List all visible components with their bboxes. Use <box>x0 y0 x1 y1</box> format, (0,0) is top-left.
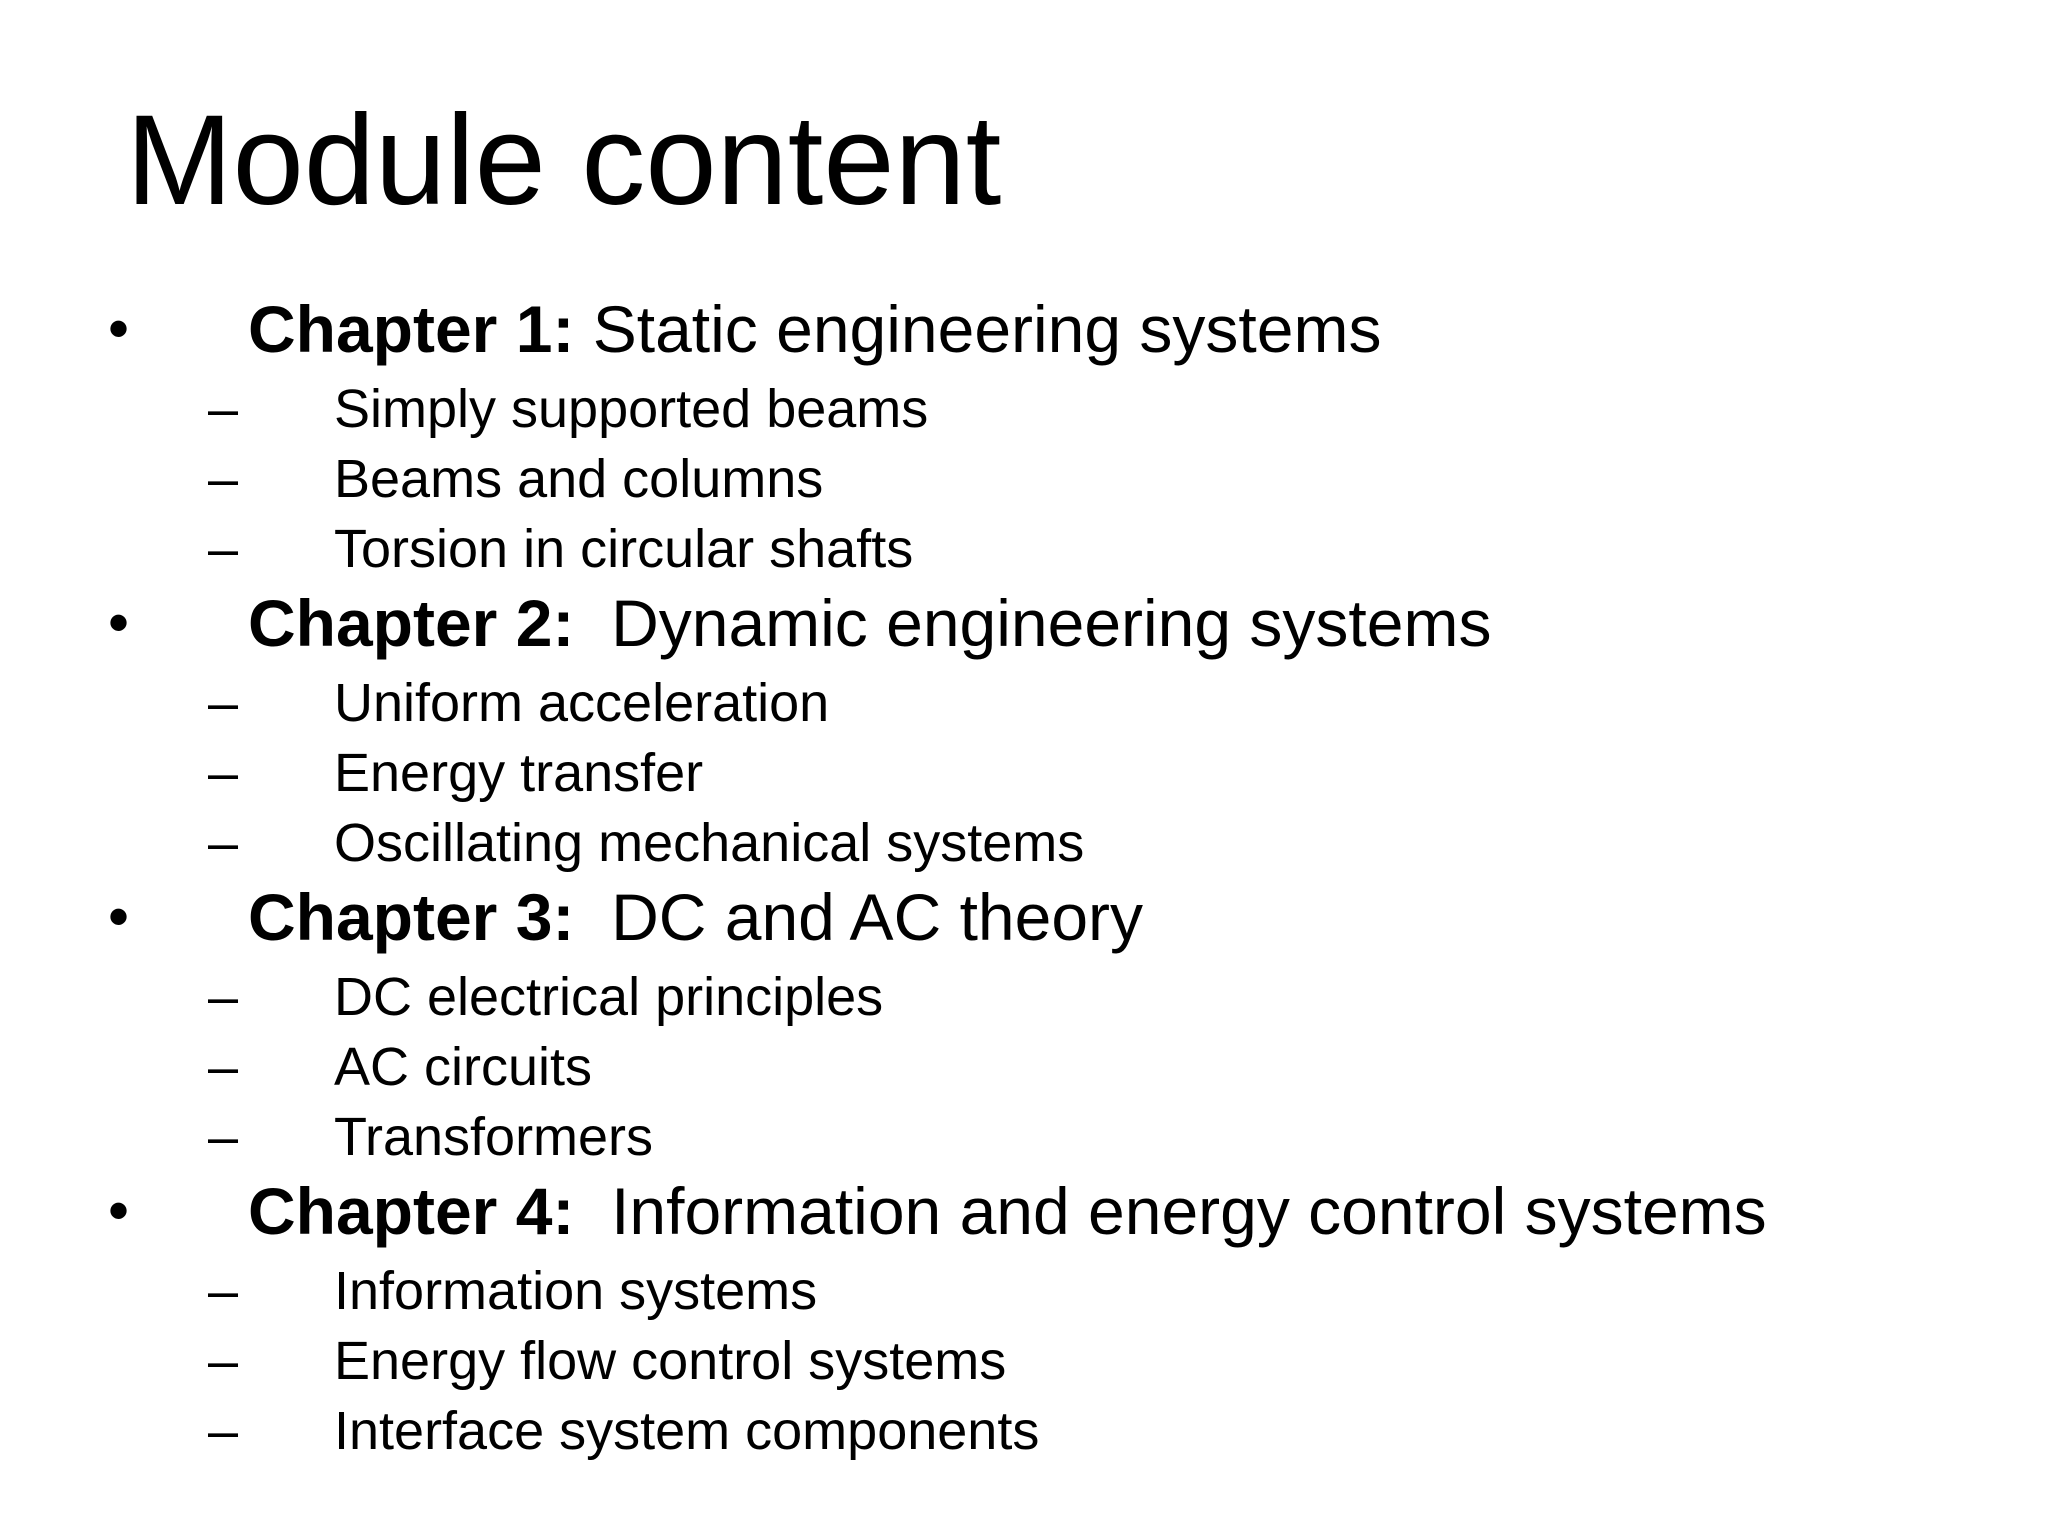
chapter-label: Chapter 4: <box>248 1174 575 1248</box>
chapter-heading-text <box>248 872 1143 962</box>
topic-item <box>0 1102 2048 1172</box>
chapter-3 <box>0 872 2048 1166</box>
chapter-heading <box>0 578 2048 668</box>
topic-text: Information systems <box>334 1261 818 1321</box>
chapter-title: Static engineering systems <box>592 292 1382 366</box>
topic-item <box>0 808 2048 878</box>
chapter-2 <box>0 578 2048 872</box>
dash-icon: – <box>208 743 239 803</box>
topic-item <box>0 738 2048 808</box>
topic-item <box>0 374 2048 444</box>
bullet-icon: • <box>108 883 130 950</box>
topic-text: Simply supported beams <box>334 379 929 439</box>
topic-list <box>0 668 2048 878</box>
dash-icon: – <box>208 967 239 1027</box>
chapter-4 <box>0 1166 2048 1460</box>
chapter-label: Chapter 3: <box>248 880 575 954</box>
dash-icon: – <box>208 519 239 579</box>
topic-item <box>0 1032 2048 1102</box>
topic-item <box>0 668 2048 738</box>
chapter-heading <box>0 872 2048 962</box>
chapter-heading <box>0 1166 2048 1256</box>
topic-text: Interface system components <box>334 1401 1040 1461</box>
topic-list <box>0 374 2048 584</box>
dash-icon: – <box>208 1331 239 1391</box>
topic-text: Energy flow control systems <box>334 1331 1007 1391</box>
chapter-title: DC and AC theory <box>611 880 1144 954</box>
topic-list <box>0 962 2048 1172</box>
dash-icon: – <box>208 813 239 873</box>
chapter-title: Information and energy control systems <box>611 1174 1767 1248</box>
topic-item <box>0 1256 2048 1326</box>
bullet-icon: • <box>108 589 130 656</box>
topic-item <box>0 444 2048 514</box>
bullet-icon: • <box>108 1177 130 1244</box>
topic-text: Uniform acceleration <box>334 673 830 733</box>
dash-icon: – <box>208 1261 239 1321</box>
dash-icon: – <box>208 1401 239 1461</box>
topic-item <box>0 962 2048 1032</box>
topic-item <box>0 1326 2048 1396</box>
dash-icon: – <box>208 379 239 439</box>
dash-icon: – <box>208 1037 239 1097</box>
chapter-label: Chapter 1: <box>248 292 575 366</box>
topic-item <box>0 1396 2048 1466</box>
topic-text: Energy transfer <box>334 743 704 803</box>
topic-text: DC electrical principles <box>334 967 884 1027</box>
chapter-label: Chapter 2: <box>248 586 575 660</box>
dash-icon: – <box>208 1107 239 1167</box>
bullet-icon: • <box>108 295 130 362</box>
chapter-list <box>0 284 2048 1460</box>
topic-list <box>0 1256 2048 1466</box>
chapter-title: Dynamic engineering systems <box>611 586 1492 660</box>
topic-text: Torsion in circular shafts <box>334 519 914 579</box>
topic-text: Transformers <box>334 1107 654 1167</box>
topic-text: Oscillating mechanical systems <box>334 813 1085 873</box>
dash-icon: – <box>208 673 239 733</box>
chapter-heading-text <box>248 284 1381 374</box>
chapter-heading-text <box>248 1166 1767 1256</box>
topic-item <box>0 514 2048 584</box>
topic-text: Beams and columns <box>334 449 824 509</box>
chapter-heading <box>0 284 2048 374</box>
dash-icon: – <box>208 449 239 509</box>
topic-text: AC circuits <box>334 1037 593 1097</box>
chapter-1 <box>0 284 2048 578</box>
chapter-heading-text <box>248 578 1491 668</box>
slide-title: Module content <box>126 89 1002 232</box>
